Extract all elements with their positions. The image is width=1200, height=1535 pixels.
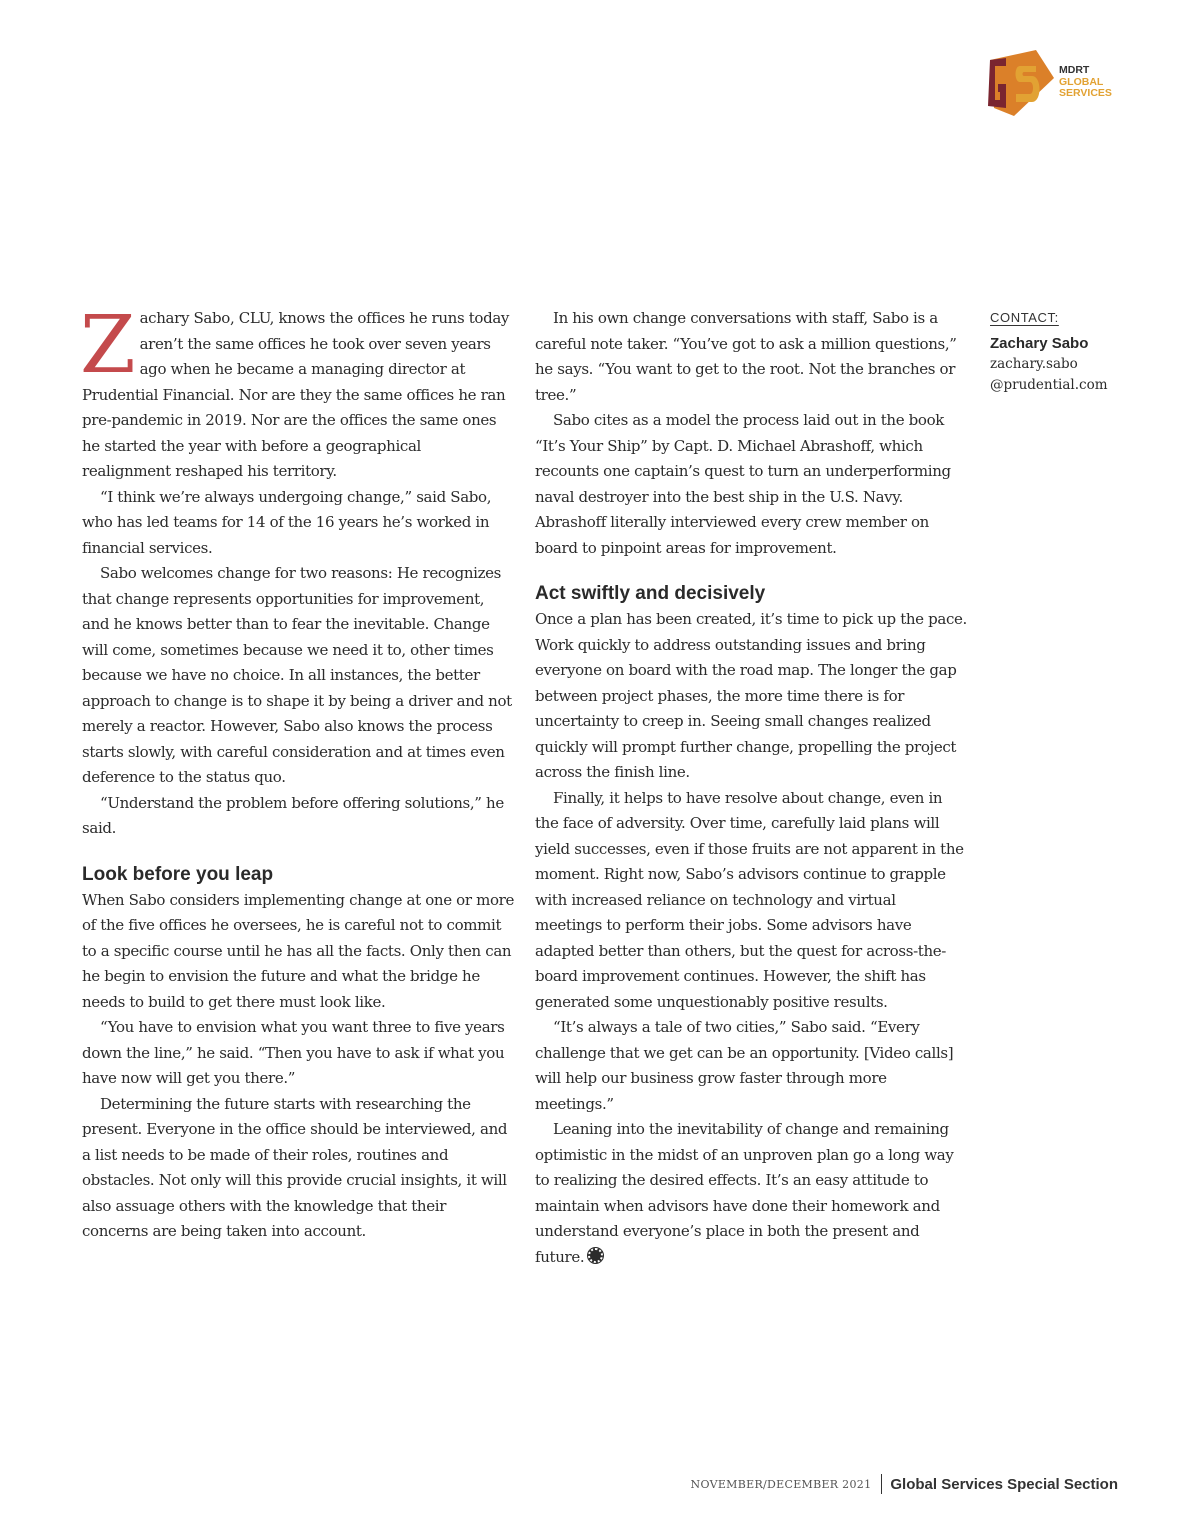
article-column-right (535, 306, 967, 1270)
article-paragraph: Sabo welcomes change for two reasons: He recognizes that change represents opportunities for improvement, and he knows better than to fear the inevitable. Change will come, sometimes because we need it to, other times because we have no choice. In all instances, the better approach to change is to shape it by being a driver and not merely a reactor. However, Sabo also knows the process starts slowly, with careful consideration and at times even deference to the status quo. (82, 564, 512, 786)
article-paragraph: “You have to envision what you want three to five years down the line,” he said. “Then you have to ask if what you have now will get you there.” (82, 1018, 505, 1087)
end-of-article-icon (588, 1248, 603, 1263)
section-heading-act-swiftly: Act swiftly and decisively (535, 583, 766, 604)
article-paragraph: “It’s always a tale of two cities,” Sabo said. “Every challenge that we get can be an opportunity. [Video calls] will help our business grow faster through more meetings.” (535, 1018, 954, 1113)
section-title: Global Services Special Section (890, 1475, 1118, 1493)
contact-box (990, 310, 1160, 396)
section-heading-look-before-you-leap: Look before you leap (82, 863, 274, 885)
article-paragraph: Finally, it helps to have resolve about change, even in the face of adversity. Over time, carefully laid plans will yield successes, even if those fruits are not apparent in the moment. Right now, Sabo’s advisors continue to grapple with increased reliance on technology and virtual meetings to perform their jobs. Some advisors have adapted better than others, but the quest for across-the-board improvement continues. However, the shift has generated some unquestionably positive results. (535, 788, 964, 1011)
final-text: Leaning into the inevitability of change and remaining optimistic in the midst of an unproven plan go a long way to realizing the desired effects. It’s an easy attitude to maintain when advisors have done their homework and understand everyone’s place in both the present and future. (535, 1120, 954, 1266)
footer-divider (881, 1474, 882, 1494)
contact-email-line1: zachary.sabo (990, 356, 1078, 372)
article-column-left (80, 298, 514, 1245)
article-paragraph-final (535, 1117, 967, 1270)
contact-name: Zachary Sabo (990, 335, 1089, 352)
article-paragraph: Once a plan has been created, it’s time to pick up the pace. Work quickly to address outstanding issues and bring everyone on board with the road map. The longer the gap between project phases, the more time there is for uncertainty to creep in. Seeing small changes realized quickly will prompt further change, propelling the project across the finish line. (535, 610, 967, 781)
article-paragraph: Determining the future starts with researching the present. Everyone in the office should be interviewed, and a list needs to be made of their roles, routines and obstacles. Not only will this provide crucial insights, it will also assuage others with the knowledge that their concerns are being taken into account. (82, 1094, 508, 1240)
gs-monogram-icon (984, 48, 1056, 120)
mdrt-global-services-logo (984, 48, 1124, 120)
page-footer (691, 1474, 1118, 1494)
article-paragraph: In his own change conversations with staff, Sabo is a careful note taker. “You’ve got to ask a million questions,” he says. “You want to get to the root. Not the branches or tree.” (535, 309, 957, 404)
contact-email-line2: @prudential.com (990, 377, 1108, 393)
article-paragraph: “I think we’re always undergoing change,” said Sabo, who has led teams for 14 of the 16 years he’s worked in financial services. (82, 487, 492, 557)
logo-line-global: GLOBAL (1059, 75, 1104, 88)
article-paragraph: “Understand the problem before offering solutions,” he said. (82, 793, 504, 837)
contact-email (990, 354, 1160, 396)
issue-date: NOVEMBER/DECEMBER 2021 (690, 1477, 872, 1491)
contact-label: CONTACT: (990, 310, 1059, 325)
article-paragraph: Sabo cites as a model the process laid out in the book “It’s Your Ship” by Capt. D. Michael Abrashoff, which recounts one captain’s quest to turn an underperforming naval destroyer into the best ship in the U.S. Navy. Abrashoff literally interviewed every crew member on board to pinpoint areas for improvement. (535, 411, 951, 557)
intro-text: achary Sabo, CLU, knows the offices he runs today aren’t the same offices he took over seven years ago when he became a managing director at Prudential Financial. Nor are they the same offices he ran pre-pandemic in 2019. Nor are the offices the same ones he started the year with before a geographical realignment reshaped his territory. (82, 309, 510, 480)
logo-line-services: SERVICES (1059, 87, 1112, 99)
logo-line-mdrt: MDRT (1059, 64, 1090, 76)
intro-paragraph (80, 298, 514, 485)
article-paragraph: When Sabo considers implementing change at one or more of the five offices he oversees, he is careful not to commit to a specific course until he has all the facts. Only then can he begin to envision the future and what the bridge he needs to build to get there must look like. (82, 890, 514, 1011)
drop-cap: Z (80, 298, 136, 391)
